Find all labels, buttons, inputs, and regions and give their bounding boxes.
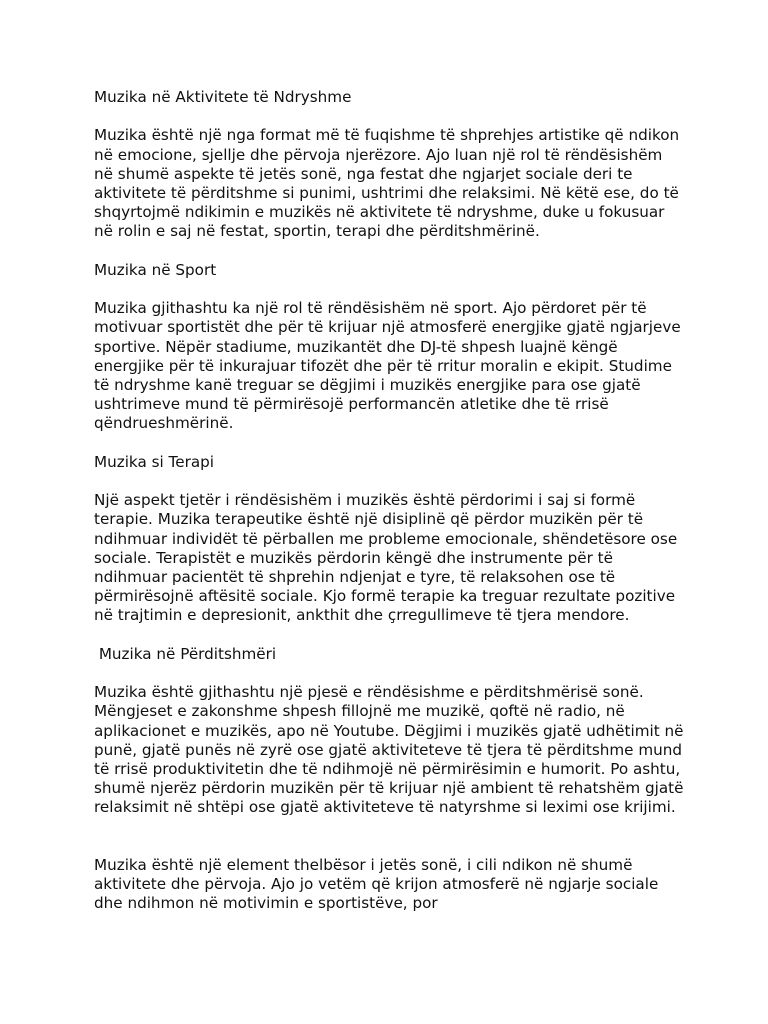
spacer [94,280,686,299]
section-heading-sport: Muzika në Sport [94,260,217,279]
spacer [94,818,686,856]
section-body-terapi: Një aspekt tjetër i rëndësishëm i muzikës është përdorimi i saj si formë terapie. Muzika terapeutike është një disiplinë që përdor muzikën për të ndihmuar individët të përballen me probleme emocionale, shëndetësore ose sociale. Terapistët e muzikës përdorin këngë dhe instrumente për të ndihmuar pacientët të shprehin ndjenjat e tyre, të relaksohen ose të përmirësojnë aftësitë sociale. Kjo formë terapie ka treguar rezultate pozitive në trajtimin e depresionit, ankthit dhe çrregullimeve të tjera mendore. [94,491,678,625]
intro-paragraph: Muzika është një nga format më të fuqishme të shprehjes artistike që ndikon në emocione, sjellje dhe përvoja njerëzore. Ajo luan një rol të rëndësishëm në shumë aspekte të jetës sonë, nga festat dhe ngjarjet sociale deri te aktivitete të përditshme si punimi, ushtrimi dhe relaksimi. Në këtë ese, do të shqyrtojmë ndikimin e muzikës në aktivitete të ndryshme, duke u fokusuar në rolin e saj në festat, sportin, terapi dhe përditshmërinë. [94,126,680,241]
section-body-sport: Muzika gjithashtu ka një rol të rëndësishëm në sport. Ajo përdoret për të motivuar sportistët dhe për të krijuar një atmosferë energjike gjatë ngjarjeve sportive. Nëpër stadiume, muzikantët dhe DJ-të shpesh luajnë këngë energjike për të inkurajuar tifozët dhe për të rritur moralin e ekipit. Studime të ndryshme kanë treguar se dëgjimi i muzikës energjike para ose gjatë ushtrimeve mund të përmirësojë performancën atletike dhe të rrisë qëndrueshmërinë. [94,299,681,433]
section-body-perditshmeri: Muzika është gjithashtu një pjesë e rëndësishme e përditshmërisë sonë. Mëngjeset e zakonshme shpesh fillojnë me muzikë, qoftë në radio, në aplikacionet e muzikës, apo në Youtube. Dëgjimi i muzikës gjatë udhëtimit në punë, gjatë punës në zyrë ose gjatë aktiviteteve të tjera të përditshme mund të rrisë produktivitetin dhe të ndihmojë në përmirësimin e humorit. Po ashtu, shumë njerëz përdorin muzikën për të krijuar një ambient të rehatshëm gjatë relaksimit në shtëpi ose gjatë aktiviteteve të natyrshme si leximi ose krijimi. [94,683,684,817]
spacer [94,434,686,453]
document-page [94,88,686,914]
spacer [94,242,686,261]
section-heading-perditshmeri: Muzika në Përditshmëri [94,644,277,663]
spacer [94,626,686,645]
conclusion-paragraph: Muzika është një element thelbësor i jetës sonë, i cili ndikon në shumë aktivitete dhe përvoja. Ajo jo vetëm që krijon atmosferë në ngjarje sociale dhe ndihmon në motivimin e sportistëve, por [94,856,659,913]
spacer [94,664,686,683]
spacer [94,472,686,491]
document-title: Muzika në Aktivitete të Ndryshme [94,88,352,106]
spacer [94,107,686,126]
section-heading-terapi: Muzika si Terapi [94,452,214,471]
